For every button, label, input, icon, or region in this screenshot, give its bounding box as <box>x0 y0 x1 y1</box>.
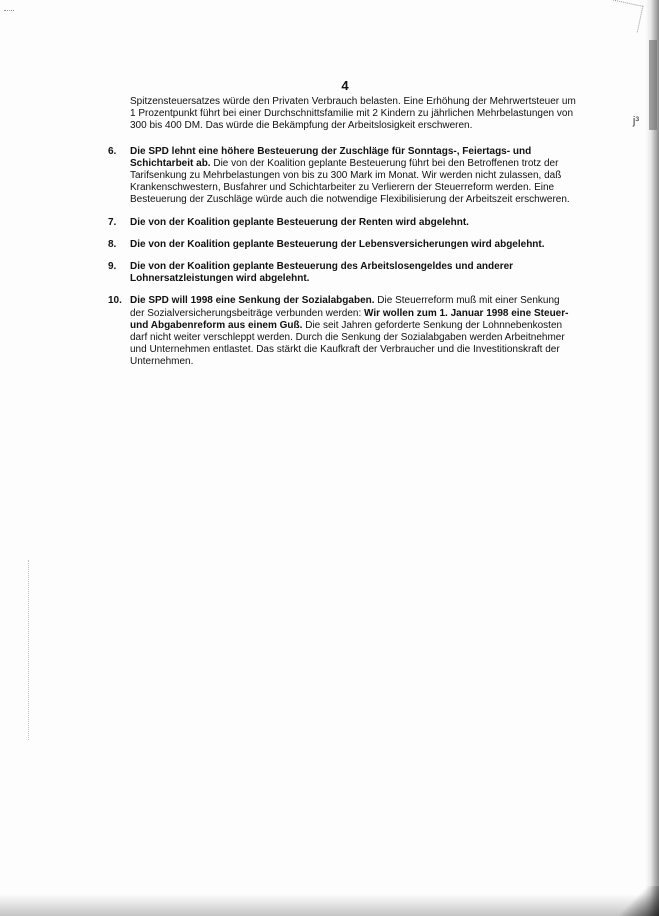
document-body <box>108 96 576 369</box>
item-number: 8. <box>108 238 117 250</box>
scan-speckle <box>4 10 14 16</box>
list-item-6 <box>108 146 576 207</box>
item-number: 7. <box>108 216 117 228</box>
scan-margin-mark <box>28 560 31 740</box>
list-item-8 <box>108 239 576 251</box>
item-lead: Die von der Koalition geplante Besteuerung der Renten wird abgelehnt. <box>130 216 469 228</box>
page-number: 4 <box>341 78 349 93</box>
item-number: 6. <box>108 145 117 157</box>
item-lead: Die SPD lehnt eine höhere Besteuerung der Zuschläge für Sonntags-, Feiertags- und Schichtarbeit ab. <box>130 145 532 169</box>
item-lead: Die von der Koalition geplante Besteuerung der Lebensversicherungen wird abgelehnt. <box>130 238 545 250</box>
list-item-7 <box>108 217 576 229</box>
list-item-10 <box>108 295 576 368</box>
scan-bottom-edge <box>0 894 659 916</box>
item-lead-secondary: Wir wollen zum 1. Januar 1998 eine Steuer- und Abgabenreform aus einem Guß. <box>130 307 569 331</box>
list-item-9 <box>108 261 576 285</box>
item-lead: Die von der Koalition geplante Besteuerung des Arbeitslosengeldes und anderer Lohnersatzleistungen wird abgelehnt. <box>130 261 514 285</box>
item-body-secondary: Die seit Jahren geforderte Senkung der Lohnnebenkosten darf nicht weiter verschleppt werden. Durch die Senkung der Sozialabgaben werden Arbeitnehmer und Unternehmen entlastet. Das stärkt die Kaufkraft der Verbraucher und die Investitionskraft der Unternehmen. <box>130 319 565 368</box>
scan-bottom-corner <box>619 886 659 916</box>
item-number: 9. <box>108 261 117 273</box>
item-lead: Die SPD will 1998 eine Senkung der Sozialabgaben. <box>130 295 375 307</box>
item-body: Die Steuerreform muß mit einer Senkung der Sozialversicherungsbeiträge verbunden werden: <box>130 295 560 319</box>
corner-scribble <box>604 0 644 32</box>
item-body: Die von der Koalition geplante Besteuerung führt bei den Betroffenen trotz der Tarifsenkung zu Mehrbelastungen von bis zu 300 Mark im Monat. Wir werden nicht zulassen, daß Krankenschwestern, Busfahrer und Schichtarbeiter zu Verlierern der Steuerreform werden. Eine Besteuerung der Zuschläge würde auch die notwendige Flexibilisierung der Arbeitszeit erschweren. <box>130 157 570 206</box>
scan-edge-shadow <box>645 0 659 916</box>
item-number: 10. <box>108 295 122 307</box>
intro-paragraph: Spitzensteuersatzes würde den Privaten Verbrauch belasten. Eine Erhöhung der Mehrwertsteuer um 1 Prozentpunkt führt bei einer Durchschnittsfamilie mit 2 Kindern zu jährlichen Mehrbelastungen von 300 bis 400 DM. Das würde die Bekämpfung der Arbeitslosigkeit erschweren. <box>130 96 576 132</box>
margin-annotation: j³ <box>632 115 639 127</box>
